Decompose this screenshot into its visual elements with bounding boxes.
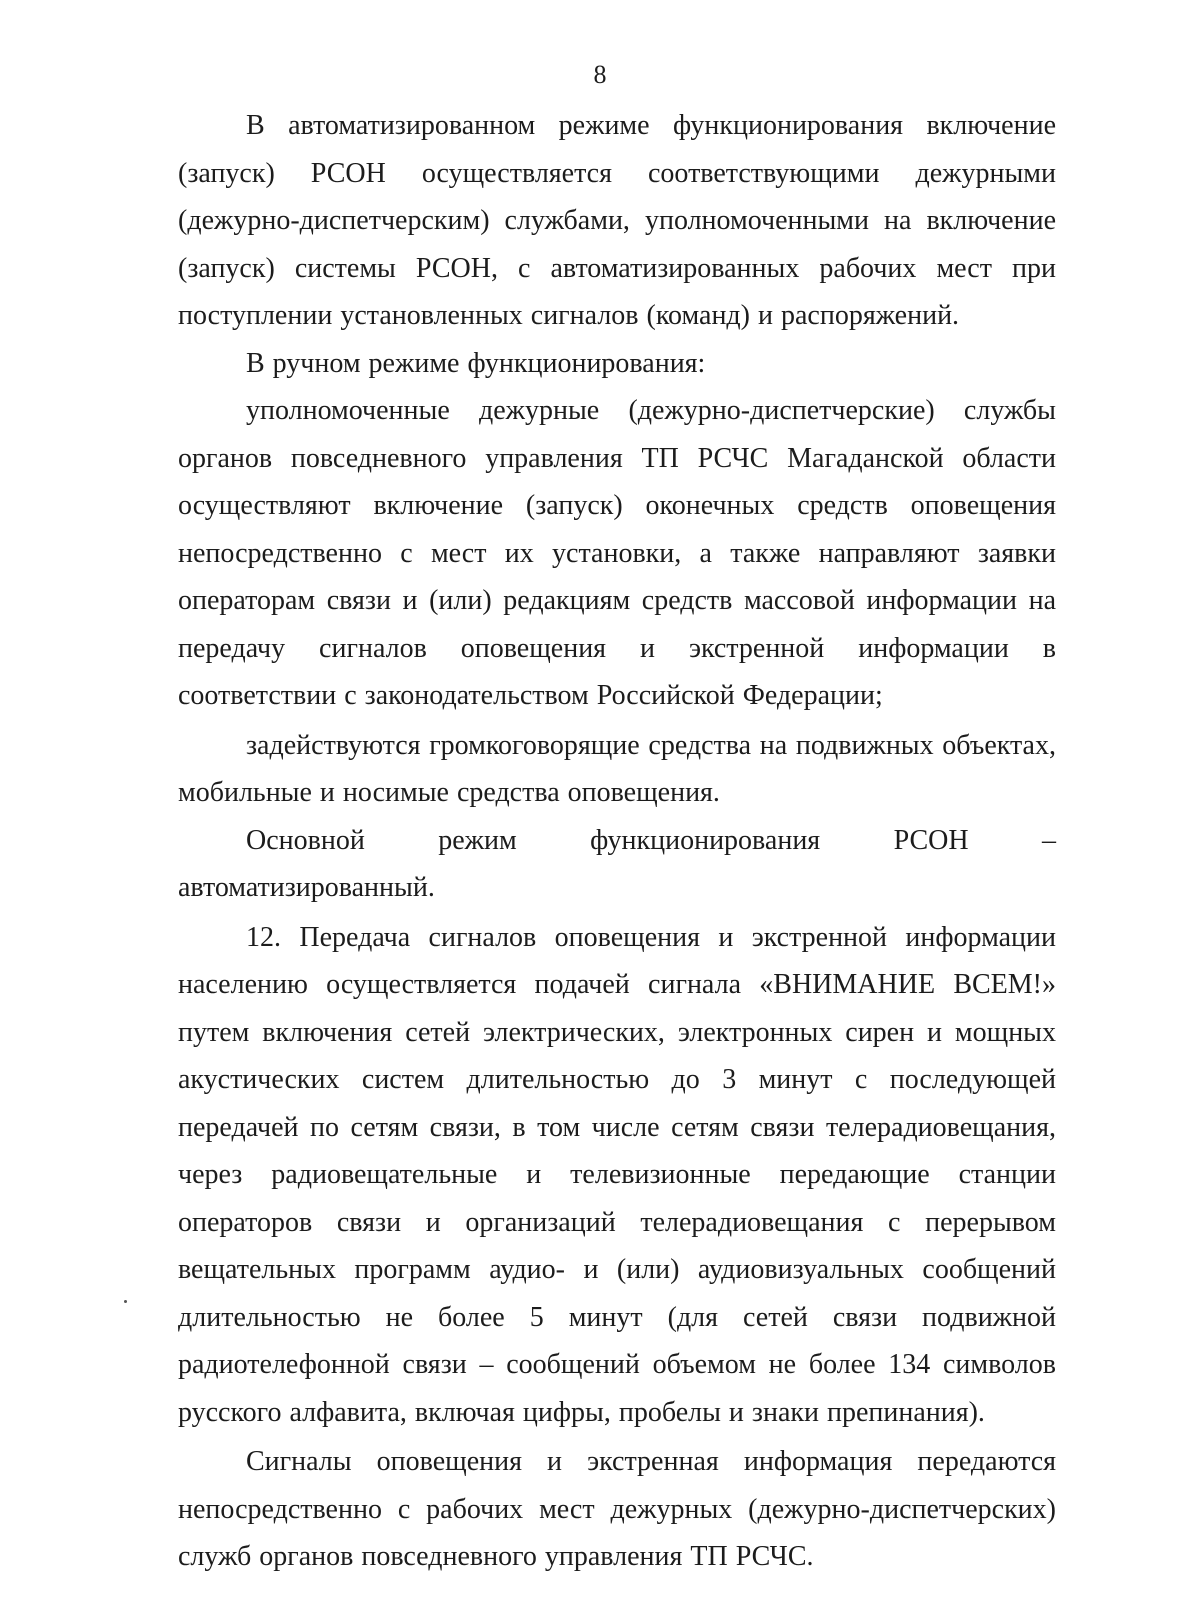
paragraph-manual-mode-heading: В ручном режиме функционирования: [246,347,706,379]
paragraph-item-12: 12. Передача сигналов оповещения и экстренной информации населению осуществляется подачей сигнала «ВНИМАНИЕ ВСЕМ!» путем включения сетей электрических, электронных сирен и мощных акустических систем длительностью до 3 минут с последующей передачей по сетям связи, в том числе сетям связи телерадиовещания, через радиовещательные и телевизионные передающие станции операторов связи и организаций телерадиовещания с перерывом вещательных программ аудио- и (или) аудиовизуальных сообщений длительностью не более 5 минут (для сетей связи подвижной радиотелефонной связи – сообщений объемом не более 134 символов русского алфавита, включая цифры, пробелы и знаки препинания). [178,921,1056,1428]
paragraph-automated-mode: В автоматизированном режиме функционирования включение (запуск) РСОН осуществляется соответствующими дежурными (дежурно-диспетчерским) службами, уполномоченными на включение (запуск) системы РСОН, с автоматизированных рабочих мест при поступлении установленных сигналов (команд) и распоряжений. [178,110,1056,331]
paragraph-loudspeakers: задействуются громкоговорящие средства на подвижных объектах, мобильные и носимые средства оповещения. [178,729,1056,808]
paragraph-signals-transmission: Сигналы оповещения и экстренная информация передаются непосредственно с рабочих мест дежурных (дежурно-диспетчерских) служб органов повседневного управления ТП РСЧС. [178,1446,1056,1572]
paragraph-authorized-services: уполномоченные дежурные (дежурно-диспетчерские) службы органов повседневного управления ТП РСЧС Магаданской области осуществляют включение (запуск) оконечных средств оповещения непосредственно с мест их установки, а также направляют заявки операторам связи и (или) редакциям средств массовой информации на передачу сигналов оповещения и экстренной информации в соответствии с законодательством Российской Федерации; [178,395,1056,711]
page-number: 8 [593,60,607,89]
document-body [178,102,1056,1581]
scan-speck [124,1300,127,1303]
paragraph-main-mode: Основной режим функционирования РСОН – автоматизированный. [178,824,1056,903]
